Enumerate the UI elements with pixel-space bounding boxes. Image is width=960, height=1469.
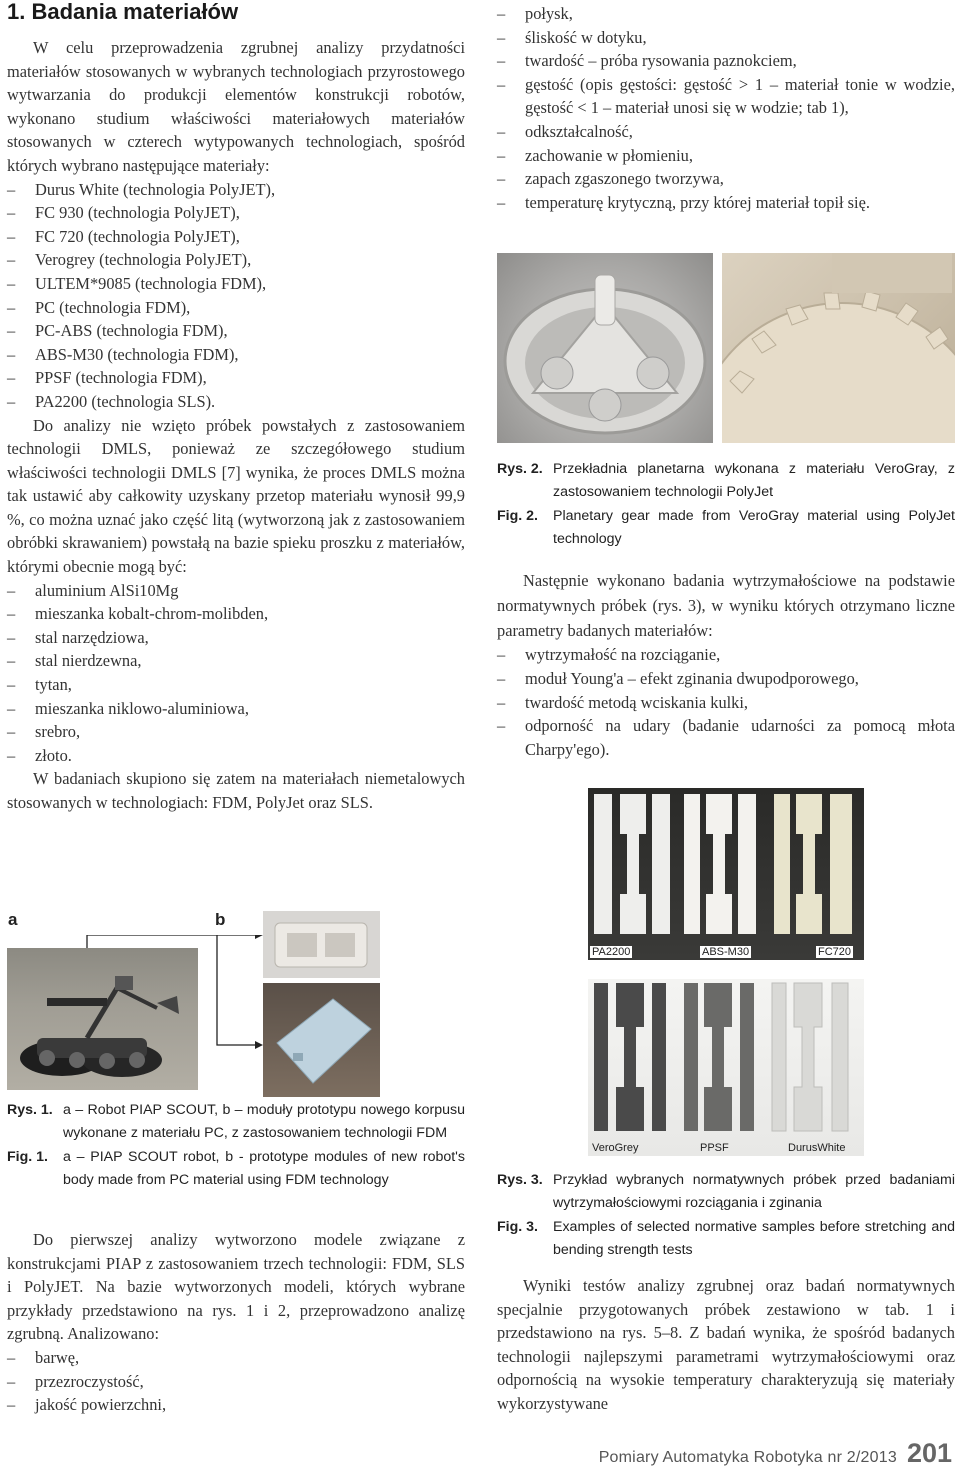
robot-wheel-4 xyxy=(129,1052,145,1068)
robot-wheel-2 xyxy=(69,1052,85,1068)
robot-wheel-1 xyxy=(39,1050,55,1066)
fig1-caption-pl-text: a – Robot PIAP SCOUT, b – moduły prototypu nowego korpusu wykonane z materiału PC, z zastosowaniem technologii FDM xyxy=(63,1102,465,1142)
dash-bullet xyxy=(7,390,25,414)
dash-bullet xyxy=(7,673,25,697)
planet-gear-2 xyxy=(637,357,669,389)
absm30-samples xyxy=(684,794,756,934)
verogrey-dogbone xyxy=(616,983,644,1131)
journal-issue: nr 2/2013 xyxy=(827,1449,897,1466)
gear-closeup-drawing xyxy=(722,253,955,443)
fig1-captions xyxy=(7,1099,465,1193)
fc720-dogbone xyxy=(796,794,822,934)
parameter-item xyxy=(497,691,955,715)
fc720-bar-2 xyxy=(830,794,852,934)
fig2-caption-pl xyxy=(497,458,955,505)
fig2-caption-en-label: Fig. 2. xyxy=(497,507,538,524)
ppsf-bar xyxy=(684,983,698,1131)
journal-name xyxy=(599,1449,897,1467)
analyzed-property-item xyxy=(497,167,955,191)
analyzed-property-item xyxy=(7,1346,465,1370)
planet-gear-1 xyxy=(541,357,573,389)
robot-gripper xyxy=(157,996,179,1014)
fig3-caption-pl-label: Rys. 3. xyxy=(497,1172,543,1188)
parameter-item xyxy=(497,643,955,667)
results-paragraph: Wyniki testów analizy zgrubnej oraz badań normatywnych specjalnie przygotowanych próbek zestawiono w tab. 1 i przedstawiono na rys. 5–8. Z badań wynika, że spośród badanych technologii najlepszymi parametrami wytrzymałościowymi oraz odpornością na wysokie temperatury charakteryzują się materiały wykorzystywane xyxy=(497,1276,955,1413)
metal-item-text: aluminium AlSi10Mg xyxy=(35,580,179,600)
fig2-captions xyxy=(497,458,955,552)
samples-bottom-drawing xyxy=(588,979,864,1134)
module-lower-plate xyxy=(277,999,371,1083)
analyzed-property-item xyxy=(497,26,955,50)
fig1-caption-pl xyxy=(7,1099,465,1146)
dash-bullet xyxy=(7,579,25,603)
module-image-upper xyxy=(263,911,380,978)
strength-block xyxy=(497,569,955,761)
material-item-text: PC (technologia FDM), xyxy=(35,297,191,317)
analyzed-property-item xyxy=(497,120,955,144)
metal-item xyxy=(7,579,465,603)
dash-bullet xyxy=(497,714,515,738)
fc720-samples xyxy=(774,794,852,934)
analyzed-right-block xyxy=(497,2,955,214)
fig1-label-b: b xyxy=(215,910,226,929)
material-item-text: PA2200 (technologia SLS). xyxy=(35,391,216,411)
samples-top-image xyxy=(588,788,864,960)
sample-label-absm30: ABS-M30 xyxy=(702,946,750,958)
material-item-text: ABS-M30 (technologia FDM), xyxy=(35,344,239,364)
duruswhite-bar xyxy=(772,983,786,1131)
analyzed-property-item-text: temperaturę krytyczną, przy której materiał topił się. xyxy=(525,192,870,212)
samples-top-drawing xyxy=(588,788,864,938)
sample-label-duruswhite: DurusWhite xyxy=(788,1142,846,1154)
material-item-text: PPSF (technologia FDM), xyxy=(35,368,207,388)
metal-item xyxy=(7,697,465,721)
duruswhite-bar-2 xyxy=(832,983,848,1131)
dash-bullet xyxy=(7,366,25,390)
analyzed-property-item xyxy=(497,2,955,26)
metal-item xyxy=(7,720,465,744)
analyzed-property-item-text: odkształcalność, xyxy=(525,121,633,141)
dash-bullet xyxy=(497,167,515,191)
fig3-caption-en-label: Fig. 3. xyxy=(497,1218,538,1235)
material-item-text: Durus White (technologia PolyJET), xyxy=(35,179,276,199)
pa2200-bar xyxy=(594,794,612,934)
dash-bullet xyxy=(497,26,515,50)
parameter-item-text: twardość metodą wciskania kulki, xyxy=(525,692,749,712)
closeup-upper-part xyxy=(832,253,952,293)
gear-tooth-4 xyxy=(824,293,840,309)
duruswhite-dogbone xyxy=(794,983,822,1131)
strength-paragraph: Następnie wykonano badania wytrzymałościowe na podstawie normatywnych próbek (rys. 3), w wyniku których otrzymano liczne parametry badanych materiałów: xyxy=(497,571,955,640)
metals-list xyxy=(7,579,465,768)
materials-list xyxy=(7,178,465,414)
dash-bullet xyxy=(7,272,25,296)
dash-bullet xyxy=(497,49,515,73)
metal-item-text: złoto. xyxy=(35,745,72,765)
planetary-gear-image xyxy=(497,253,713,443)
material-item-text: Verogrey (technologia PolyJET), xyxy=(35,250,252,270)
dash-bullet xyxy=(497,144,515,168)
sample-label-ppsf: PPSF xyxy=(700,1142,729,1154)
module-upper-drawing xyxy=(263,911,380,978)
dash-bullet xyxy=(7,1346,25,1370)
analyzed-properties-list-left xyxy=(7,1346,465,1417)
fc720-bar xyxy=(774,794,790,934)
page-number: 201 xyxy=(906,1438,952,1468)
dash-bullet xyxy=(7,319,25,343)
material-item xyxy=(7,366,465,390)
ppsf-bar-2 xyxy=(740,983,754,1131)
material-item xyxy=(7,390,465,414)
metal-item xyxy=(7,626,465,650)
fig1-caption-en xyxy=(7,1146,465,1193)
dmls-paragraph: Do analizy nie wzięto próbek powstałych z zastosowaniem technologii DMLS, ponieważ ze szczegółowego studium właściwości technologii DMLS [7] wynika, że proces DMLS można tak ustawić aby całkowity uzyskany przetop materiału wynosił 99,9 %, co można uznać jako część litą (wytworzoną jak z zastosowaniem obróbki skrawaniem) powstałą na bazie spieku proszku z materiałów, którymi obecnie mogą być: xyxy=(7,415,465,577)
metal-item-text: stal narzędziowa, xyxy=(35,627,149,647)
pa2200-bar-2 xyxy=(652,794,670,934)
absm30-bar xyxy=(684,794,700,934)
fig1-caption-en-text: a – PIAP SCOUT robot, b - prototype modules of new robot's body made from PC material using FDM technology xyxy=(63,1148,465,1189)
ppsf-samples xyxy=(684,983,754,1131)
dash-bullet xyxy=(7,296,25,320)
metal-item xyxy=(7,744,465,768)
planet-gear-3 xyxy=(589,389,621,421)
material-item xyxy=(7,178,465,202)
metal-item-text: mieszanka niklowo-aluminiowa, xyxy=(35,698,249,718)
robot-camera xyxy=(115,976,133,990)
dash-bullet xyxy=(497,643,515,667)
material-item xyxy=(7,272,465,296)
dash-bullet xyxy=(497,73,515,97)
intro-block xyxy=(7,36,465,815)
material-item xyxy=(7,248,465,272)
models-block xyxy=(7,1228,465,1417)
analyzed-property-item-text: śliskość w dotyku, xyxy=(525,27,647,47)
robot-gun xyxy=(47,998,107,1006)
dash-bullet xyxy=(497,2,515,26)
focus-paragraph: W badaniach skupiono się zatem na materiałach niemetalowych stosowanych w technologiach: FDM, PolyJet oraz SLS. xyxy=(7,769,465,812)
analyzed-property-item-text: przezroczystość, xyxy=(35,1371,144,1391)
models-paragraph: Do pierwszej analizy wytworzono modele związane z konstrukcjami PIAP z zastosowaniem trzech technologii: FDM, SLS i PolyJET. Na bazie wytworzonych modeli, których wybrane przykłady przedstawiono na rys. 1 i 2, przeprowadzono analizę zgrubną. Analizowano: xyxy=(7,1230,465,1344)
page-footer xyxy=(599,1439,952,1467)
parameter-item-text: wytrzymałość na rozciąganie, xyxy=(525,645,721,665)
results-block xyxy=(497,1274,955,1416)
analyzed-properties-list-right xyxy=(497,2,955,214)
material-item xyxy=(7,225,465,249)
analyzed-property-item-text: twardość – próba rysowania paznokciem, xyxy=(525,51,797,71)
fig1-caption-pl-label: Rys. 1. xyxy=(7,1102,53,1118)
dash-bullet xyxy=(7,178,25,202)
robot-image xyxy=(7,948,198,1090)
analyzed-property-item xyxy=(497,49,955,73)
module-lower-drawing xyxy=(263,983,380,1097)
module-image-lower xyxy=(263,983,380,1097)
fig1-caption-en-label: Fig. 1. xyxy=(7,1148,48,1165)
robot-arm-upper xyxy=(117,988,157,1008)
fig3-captions xyxy=(497,1169,955,1263)
robot-drawing xyxy=(7,948,198,1090)
dash-bullet xyxy=(7,248,25,272)
module-upper-cavity-1 xyxy=(287,933,317,957)
dash-bullet xyxy=(7,201,25,225)
fig3-caption-pl-text: Przykład wybranych normatywnych próbek przed badaniami wytrzymałościowymi rozciągania i zginania xyxy=(553,1172,955,1212)
absm30-dogbone xyxy=(706,794,732,934)
metal-item-text: mieszanka kobalt-chrom-molibden, xyxy=(35,604,269,624)
fig2-caption-pl-text: Przekładnia planetarna wykonana z materiału VeroGray, z zastosowaniem technologii PolyJet xyxy=(553,461,955,501)
fig2-caption-en-text: Planetary gear made from VeroGray material using PolyJet technology xyxy=(553,507,955,548)
robot-arm-lower xyxy=(87,988,117,1038)
parameter-item xyxy=(497,667,955,691)
planetary-gear-drawing xyxy=(497,253,713,443)
material-item xyxy=(7,343,465,367)
analyzed-property-item xyxy=(7,1393,465,1417)
metal-item-text: tytan, xyxy=(35,675,72,695)
sample-label-verogrey: VeroGrey xyxy=(592,1142,639,1154)
dash-bullet xyxy=(7,225,25,249)
closeup-gear-body xyxy=(722,303,955,443)
fig1-label-a: a xyxy=(8,910,18,929)
analyzed-property-item xyxy=(497,144,955,168)
pa2200-samples xyxy=(594,794,670,934)
dash-bullet xyxy=(7,1370,25,1394)
dash-bullet xyxy=(7,744,25,768)
dash-bullet xyxy=(497,120,515,144)
verogrey-samples xyxy=(594,983,666,1131)
sample-label-pa2200: PA2200 xyxy=(592,946,631,958)
fig3-caption-en xyxy=(497,1216,955,1263)
journal-title: Pomiary Automatyka Robotyka xyxy=(598,1449,823,1466)
module-upper-cavity-2 xyxy=(325,933,355,957)
dash-bullet xyxy=(497,691,515,715)
material-item xyxy=(7,296,465,320)
parameter-item-text: moduł Young'a – efekt zginania dwupodporowego, xyxy=(525,668,859,688)
arrow-head-upper xyxy=(255,935,263,939)
material-item-text: FC 930 (technologia PolyJET), xyxy=(35,203,240,223)
fig2-caption-pl-label: Rys. 2. xyxy=(497,461,543,477)
analyzed-property-item-text: zapach zgaszonego tworzywa, xyxy=(525,169,724,189)
material-item-text: ULTEM*9085 (technologia FDM), xyxy=(35,273,267,293)
samples-bottom-image xyxy=(588,979,864,1156)
dash-bullet xyxy=(497,667,515,691)
analyzed-property-item-text: zachowanie w płomieniu, xyxy=(525,145,693,165)
analyzed-property-item xyxy=(497,73,955,120)
parameter-item-text: odporność na udary (badanie udarności za pomocą młota Charpy'ego). xyxy=(525,716,955,759)
dash-bullet xyxy=(7,720,25,744)
fig2-caption-en xyxy=(497,505,955,552)
metal-item xyxy=(7,649,465,673)
intro-paragraph: W celu przeprowadzenia zgrubnej analizy przydatności materiałów stosowanych w wybranych technologiach przyrostowego wytwarzania do produkcji elementów konstrukcji robotów, wykonano studium właściwości materiałowych materiałów stosowanych w czterech wytypowanych technologiach, spośród których wybrano następujące materiały: xyxy=(7,38,465,175)
absm30-bar-2 xyxy=(738,794,756,934)
dash-bullet xyxy=(7,602,25,626)
section-title: 1. Badania materiałów xyxy=(7,0,239,24)
fig3-caption-pl xyxy=(497,1169,955,1216)
robot-wheel-3 xyxy=(99,1053,115,1069)
dash-bullet xyxy=(7,1393,25,1417)
module-lower-notch xyxy=(293,1053,303,1061)
parameter-item xyxy=(497,714,955,761)
ppsf-dogbone xyxy=(704,983,732,1131)
arrow-head-lower xyxy=(255,1041,263,1049)
material-item xyxy=(7,201,465,225)
metal-item-text: stal nierdzewna, xyxy=(35,651,142,671)
pa2200-dogbone xyxy=(620,794,646,934)
analyzed-property-item-text: gęstość (opis gęstości: gęstość > 1 – materiał tonie w wodzie, gęstość < 1 – materiał unosi się w wodzie; tab 1), xyxy=(525,74,955,118)
analyzed-property-item-text: połysk, xyxy=(525,4,573,23)
dash-bullet xyxy=(7,697,25,721)
analyzed-property-item xyxy=(7,1370,465,1394)
material-item xyxy=(7,319,465,343)
verogrey-bar-2 xyxy=(652,983,666,1131)
dash-bullet xyxy=(7,626,25,650)
sample-label-fc720: FC720 xyxy=(818,946,852,958)
metal-item xyxy=(7,602,465,626)
metal-item-text: srebro, xyxy=(35,722,81,742)
analyzed-property-item xyxy=(497,191,955,215)
gear-closeup-image xyxy=(722,253,955,443)
material-item-text: PC-ABS (technologia FDM), xyxy=(35,321,228,341)
dash-bullet xyxy=(7,649,25,673)
duruswhite-samples xyxy=(772,983,848,1131)
metal-item xyxy=(7,673,465,697)
analyzed-property-item-text: jakość powierzchni, xyxy=(35,1395,167,1415)
material-item-text: FC 720 (technologia PolyJET), xyxy=(35,226,240,246)
gear-shaft xyxy=(595,275,615,325)
dash-bullet xyxy=(7,343,25,367)
verogrey-bar xyxy=(594,983,608,1131)
dash-bullet xyxy=(497,191,515,215)
fig3-caption-en-text: Examples of selected normative samples before stretching and bending strength tests xyxy=(553,1218,955,1259)
parameters-list xyxy=(497,643,955,761)
analyzed-property-item-text: barwę, xyxy=(35,1347,80,1367)
